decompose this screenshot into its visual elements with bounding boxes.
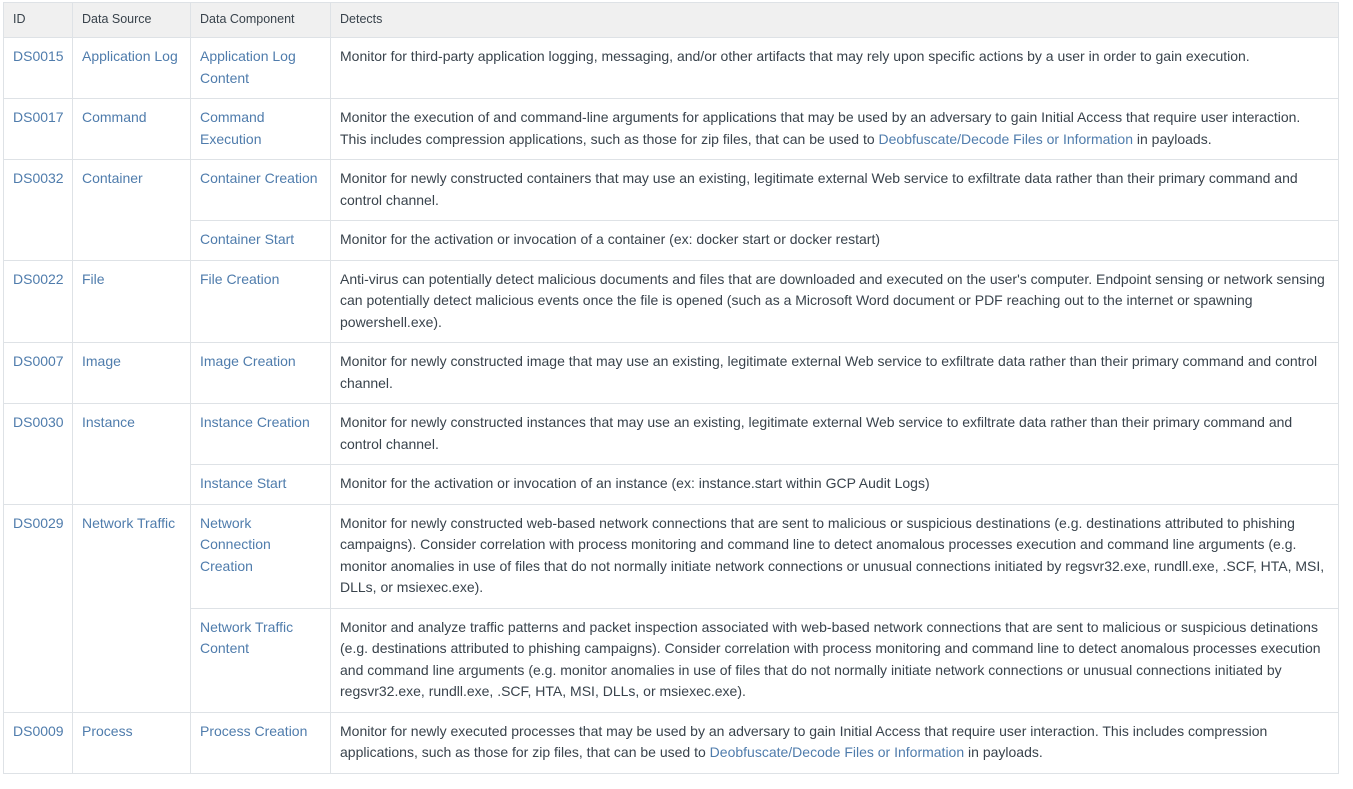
- data-component-link[interactable]: Instance Start: [200, 475, 287, 491]
- detects-cell: Monitor for newly constructed web-based network connections that are sent to malicious or suspicious destinations (e.g. destinations attributed to phishing campaigns). Consider correlation with process monitoring and command line to detect anomalous processes execution and command line arguments (e.g. monitor anomalies in use of files that do not normally initiate network connections or unusual connections initiated by regsvr32.exe, rundll.exe, .SCF, HTA, MSI, DLLs, or msiexec.exe).: [331, 504, 1339, 608]
- component-cell: [191, 260, 331, 343]
- source-cell: [73, 160, 191, 261]
- technique-link[interactable]: Deobfuscate/Decode Files or Information: [709, 744, 965, 760]
- data-component-link[interactable]: Container Start: [200, 231, 295, 247]
- component-cell: [191, 221, 331, 261]
- id-cell: [4, 160, 73, 261]
- data-component-link[interactable]: Network Traffic Content: [200, 618, 294, 656]
- table-row: [4, 465, 1339, 505]
- table-row: [4, 38, 1339, 99]
- source-cell: [73, 343, 191, 404]
- table-row: [4, 160, 1339, 221]
- id-cell: [4, 404, 73, 505]
- data-source-id-link[interactable]: DS0015: [13, 48, 64, 64]
- data-component-link[interactable]: Process Creation: [200, 722, 308, 739]
- id-cell: [4, 504, 73, 712]
- detects-cell: [331, 712, 1339, 773]
- source-cell: [73, 99, 191, 160]
- table-row: [4, 221, 1339, 261]
- data-component-link[interactable]: Command Execution: [200, 109, 265, 147]
- id-cell: [4, 712, 73, 773]
- component-cell: [191, 38, 331, 99]
- header-data-source: Data Source: [73, 3, 191, 38]
- source-cell: [73, 712, 191, 773]
- table-row: [4, 99, 1339, 160]
- header-data-component: Data Component: [191, 3, 331, 38]
- data-component-link[interactable]: Instance Creation: [200, 414, 310, 430]
- component-cell: [191, 465, 331, 505]
- detects-text: Monitor for newly executed processes that may be used by an adversary to gain Initial Access that require user interaction. This includes compression applications, such as those for zip files, that can be used to: [340, 722, 1268, 760]
- table-row: [4, 404, 1339, 465]
- detects-cell: Monitor for newly constructed image that may use an existing, legitimate external Web service to exfiltrate data rather than their primary command and control channel.: [331, 343, 1339, 404]
- table-row: [4, 260, 1339, 343]
- table-row: [4, 712, 1339, 773]
- detects-cell: Monitor for the activation or invocation of an instance (ex: instance.start within GCP Audit Logs): [331, 465, 1339, 505]
- data-source-id-link[interactable]: DS0022: [13, 270, 64, 287]
- data-source-link[interactable]: Application Log: [82, 48, 178, 64]
- source-cell: [73, 504, 191, 712]
- detection-table: [3, 2, 1339, 774]
- component-cell: [191, 99, 331, 160]
- table-header-row: [4, 3, 1339, 38]
- detects-cell: Monitor and analyze traffic patterns and packet inspection associated with web-based network connections that are sent to malicious or suspicious detinations (e.g. destinations attributed to phishing campaigns). Consider correlation with process monitoring and command line to detect anomalous processes execution and command line arguments (e.g. monitor anomalies in use of files that do not normally initiate network connections or unusual connections initiated by regsvr32.exe, rundll.exe, .SCF, HTA, MSI, DLLs, or msiexec.exe).: [331, 608, 1339, 712]
- table-row: [4, 504, 1339, 608]
- data-component-link[interactable]: Application Log Content: [200, 48, 296, 86]
- data-source-id-link[interactable]: DS0009: [13, 722, 64, 739]
- data-component-link[interactable]: Network Connection Creation: [200, 514, 271, 574]
- data-source-id-link[interactable]: DS0017: [13, 109, 64, 125]
- id-cell: [4, 260, 73, 343]
- component-cell: [191, 712, 331, 773]
- header-detects: Detects: [331, 3, 1339, 38]
- data-source-link[interactable]: Instance: [82, 414, 135, 430]
- component-cell: [191, 504, 331, 608]
- technique-link[interactable]: Deobfuscate/Decode Files or Information: [878, 130, 1133, 147]
- detects-cell: Monitor for the activation or invocation of a container (ex: docker start or docker restart): [331, 221, 1339, 261]
- table-row: [4, 343, 1339, 404]
- detects-cell: Monitor for newly constructed containers that may use an existing, legitimate external Web service to exfiltrate data rather than their primary command and control channel.: [331, 160, 1339, 221]
- id-cell: [4, 343, 73, 404]
- detects-cell: [331, 99, 1339, 160]
- data-source-link[interactable]: Process: [82, 722, 133, 739]
- data-source-id-link[interactable]: DS0029: [13, 514, 64, 531]
- component-cell: [191, 160, 331, 221]
- data-component-link[interactable]: Container Creation: [200, 170, 318, 186]
- data-source-link[interactable]: File: [82, 270, 105, 287]
- detects-cell: Monitor for newly constructed instances that may use an existing, legitimate external Web service to exfiltrate data rather than their primary command and control channel.: [331, 404, 1339, 465]
- data-component-link[interactable]: Image Creation: [200, 353, 296, 369]
- data-source-link[interactable]: Image: [82, 353, 121, 369]
- detects-text: in payloads.: [964, 744, 1043, 760]
- source-cell: [73, 404, 191, 505]
- data-source-id-link[interactable]: DS0032: [13, 170, 64, 186]
- source-cell: [73, 260, 191, 343]
- data-source-link[interactable]: Container: [82, 170, 143, 186]
- component-cell: [191, 404, 331, 465]
- table-row: [4, 608, 1339, 712]
- detects-text: Monitor the execution of and command-line arguments for applications that may be used by an adversary to gain Initial Access that require user interaction. This includes compression applications, such as those for zip files, that can be used to: [340, 109, 1301, 147]
- component-cell: [191, 343, 331, 404]
- detects-text: in payloads.: [1132, 130, 1212, 147]
- data-source-link[interactable]: Network Traffic: [82, 514, 176, 531]
- detects-cell: Monitor for third-party application logging, messaging, and/or other artifacts that may rely upon specific actions by a user in order to gain execution.: [331, 38, 1339, 99]
- id-cell: [4, 38, 73, 99]
- header-id: ID: [4, 3, 73, 38]
- data-source-id-link[interactable]: DS0030: [13, 414, 64, 430]
- detects-cell: Anti-virus can potentially detect malicious documents and files that are downloaded and executed on the user's computer. Endpoint sensing or network sensing can potentially detect malicious events once the file is opened (such as a Microsoft Word document or PDF reaching out to the internet or spawning powershell.exe).: [331, 260, 1339, 343]
- data-component-link[interactable]: File Creation: [200, 270, 280, 287]
- data-source-link[interactable]: Command: [82, 109, 147, 125]
- id-cell: [4, 99, 73, 160]
- component-cell: [191, 608, 331, 712]
- data-source-id-link[interactable]: DS0007: [13, 353, 64, 369]
- source-cell: [73, 38, 191, 99]
